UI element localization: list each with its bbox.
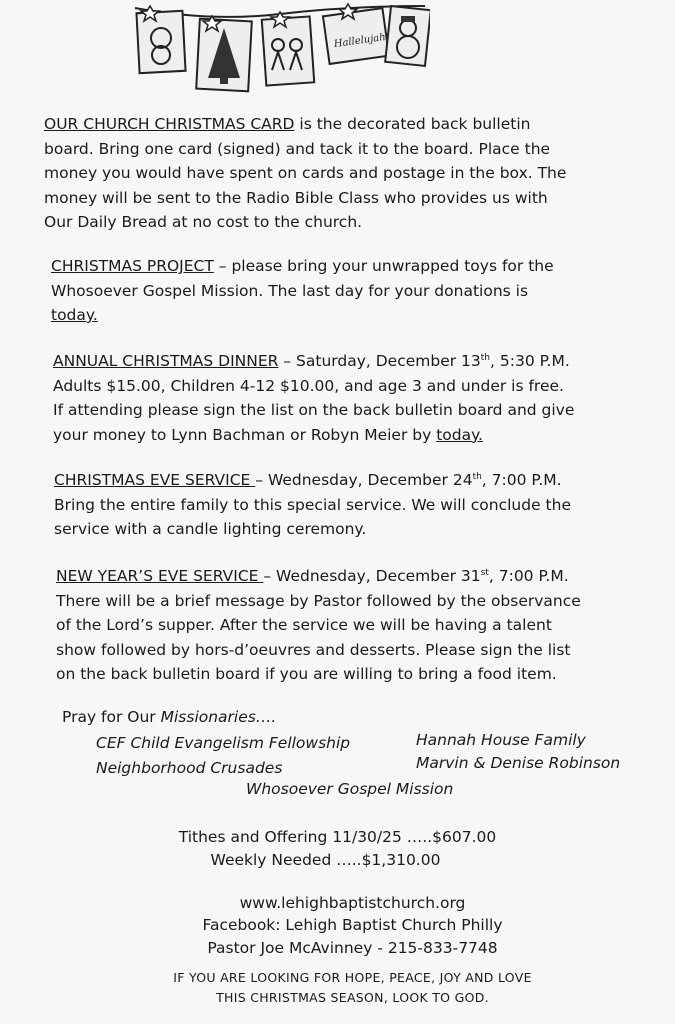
christmas-dinner-section: ANNUAL CHRISTMAS DINNER – Saturday, December 13th, 5:30 P.M. Adults $15.00, Children 4-12 $10.00, and age 3 and under is free. If attending please sign the list on the back bulletin board and give your money to Lynn Bachman or Robyn Meier by today. <box>53 352 575 444</box>
card-candles-icon <box>262 12 314 86</box>
tithes-offering: Tithes and Offering 11/30/25 …..$607.00 <box>178 828 497 846</box>
christmas-eve-section: CHRISTMAS EVE SERVICE – Wednesday, December 24th, 7:00 P.M. Bring the entire family to this special service. We will conclude the service with a candle lighting ceremony. <box>54 471 571 538</box>
card-snowman-icon <box>385 6 430 66</box>
facebook-info: Facebook: Lehigh Baptist Church Philly <box>202 916 503 934</box>
missionary-item: Hannah House Family <box>416 731 586 749</box>
section-title: CHRISTMAS EVE SERVICE <box>54 471 256 489</box>
section-title: NEW YEAR’S EVE SERVICE <box>56 567 264 585</box>
footer-line: THIS CHRISTMAS SEASON, LOOK TO GOD. <box>216 990 489 1005</box>
missionary-item: Marvin & Denise Robinson <box>416 754 621 772</box>
website-link[interactable]: www.lehighbaptistchurch.org <box>239 894 466 912</box>
section-title: CHRISTMAS PROJECT <box>51 257 214 275</box>
card-bear-icon <box>136 6 185 73</box>
section-title: ANNUAL CHRISTMAS DINNER <box>53 352 279 370</box>
pastor-contact: Pastor Joe McAvinney - 215-833-7748 <box>207 939 498 957</box>
missionaries-heading: Pray for Our Missionaries…. <box>62 708 277 726</box>
christmas-project-section: CHRISTMAS PROJECT – please bring your unwrapped toys for the Whosoever Gospel Mission. The last day for your donations is today. <box>51 257 554 324</box>
footer-line: IF YOU ARE LOOKING FOR HOPE, PEACE, JOY AND LOVE <box>173 970 532 985</box>
new-years-eve-section: NEW YEAR’S EVE SERVICE – Wednesday, December 31st, 7:00 P.M. There will be a brief message by Pastor followed by the observance of the Lord’s supper. After the service we will be having a talent show followed by hors-d’oeuvres and desserts. Please sign the list on the back bulletin board if you are willing to bring a food item. <box>56 567 581 683</box>
missionary-item: Whosoever Gospel Mission <box>246 780 454 798</box>
svg-text:Hallelujah: Hallelujah <box>333 31 387 51</box>
card-tree-icon <box>196 16 252 91</box>
card-hallelujah-icon <box>323 4 389 64</box>
section-title: OUR CHURCH CHRISTMAS CARD <box>44 115 295 133</box>
church-christmas-card-section: OUR CHURCH CHRISTMAS CARD is the decorated back bulletin board. Bring one card (signed) and tack it to the board. Place the money you would have spent on cards and postage in the box. The money will be sent to the Radio Bible Class who provides us with Our Daily Bread at no cost to the church. <box>44 115 567 231</box>
missionary-item: Neighborhood Crusades <box>96 759 283 777</box>
weekly-needed: Weekly Needed …..$1,310.00 <box>210 851 441 869</box>
christmas-cards-illustration <box>130 0 430 100</box>
missionary-item: CEF Child Evangelism Fellowship <box>96 734 351 752</box>
